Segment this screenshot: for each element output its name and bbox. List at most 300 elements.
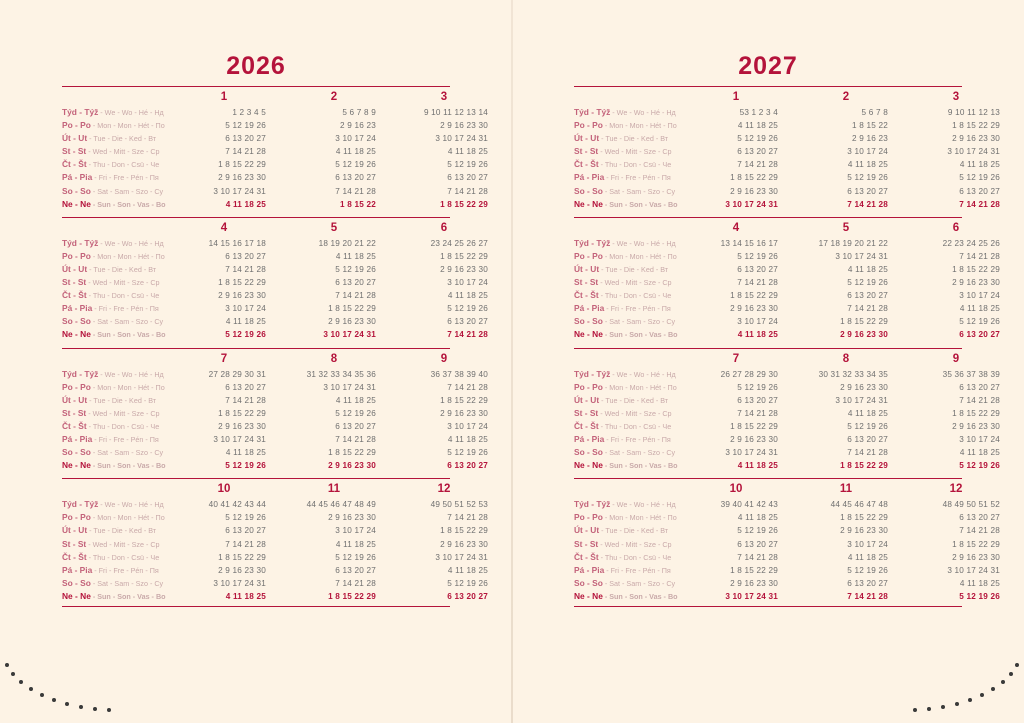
date-cell-group: 14 15 16 17 18	[208, 238, 266, 248]
date-cell-group: 4 11 18 25	[447, 291, 488, 301]
weekday-row	[574, 328, 1000, 341]
weekday-row	[62, 551, 488, 564]
date-cell-group: 7 14 21 28	[959, 199, 1000, 209]
weekday-label: So - So - Sat - Sam - Szo - Су	[574, 185, 676, 196]
date-cell-group: 44 45 46 47 48	[830, 500, 888, 510]
date-cell-group: 5 12 19 26	[335, 408, 376, 418]
weekday-row	[574, 511, 1000, 524]
weekday-row	[574, 590, 1000, 603]
weekday-label: Týd - Týž - We - Wo - Hé - Нд	[62, 368, 164, 379]
date-cell-group: 1 8 15 22 29	[440, 199, 488, 209]
date-cell-group: 7 14 21 28	[335, 291, 376, 301]
weekday-label: Čt - Št - Thu - Don - Csü - Че	[574, 420, 672, 431]
month-number: 7	[732, 352, 740, 365]
month-number: 6	[952, 221, 960, 234]
date-cell-group: 1 8 15 22	[852, 121, 888, 131]
weekday-row	[62, 263, 488, 276]
weekday-label: Út - Ut - Tue - Die - Ked - Вт	[574, 394, 669, 405]
month-number: 3	[440, 91, 448, 103]
date-cell-group: 5 12 19 26	[225, 330, 266, 340]
date-cell-group: 4 11 18 25	[959, 448, 1000, 458]
date-cell-group: 2 9 16 23 30	[218, 565, 266, 575]
date-cell-group: 44 45 46 47 48 49	[306, 500, 376, 510]
weekday-label: Ne - Ne - Sun - Son - Vas - Во	[62, 198, 166, 209]
date-cell-group: 3 10 17 24 31	[725, 591, 778, 601]
date-cell-group: 4 11 18 25	[959, 304, 1000, 314]
weekday-label: St - St - Wed - Mitt - Sze - Ср	[62, 538, 160, 549]
weekday-row	[574, 381, 1000, 394]
date-cell-group: 2 9 16 23 30	[218, 421, 266, 431]
weekday-label: Po - Po - Mon - Mon - Hét - По	[574, 381, 677, 392]
weekday-label: So - So - Sat - Sam - Szo - Су	[62, 316, 164, 327]
date-cell-group: 3 10 17 24	[737, 317, 778, 327]
weekday-row	[62, 524, 488, 537]
month-number-row	[574, 351, 962, 368]
date-cell-group: 13 14 15 16 17	[720, 238, 778, 248]
date-cell-group: 7 14 21 28	[447, 382, 488, 392]
date-cell-group: 6 13 20 27	[447, 461, 488, 471]
date-cell-group: 36 37 38 39 40	[430, 369, 488, 379]
weekday-label: St - St - Wed - Mitt - Sze - Ср	[62, 277, 160, 288]
date-cell-group: 4 11 18 25	[447, 565, 488, 575]
date-cell-group: 22 23 24 25 26	[942, 238, 1000, 248]
weekday-row	[62, 564, 488, 577]
weekday-row	[62, 538, 488, 551]
weekday-label: Po - Po - Mon - Mon - Hét - По	[574, 250, 677, 261]
date-cell-group: 2 9 16 23 30	[952, 552, 1000, 562]
date-cell-group: 1 8 15 22 29	[218, 552, 266, 562]
date-cell-group: 4 11 18 25	[737, 121, 778, 131]
weekday-row	[574, 459, 1000, 472]
date-cell-group: 4 11 18 25	[847, 408, 888, 418]
weekday-row	[574, 538, 1000, 551]
weekday-label: Po - Po - Mon - Mon - Hét - По	[62, 120, 165, 131]
date-cell-group: 7 14 21 28	[959, 526, 1000, 536]
date-cell-group: 2 9 16 23 30	[440, 539, 488, 549]
quarter-block	[574, 478, 1000, 607]
date-cell-group: 3 10 17 24 31	[725, 448, 778, 458]
weekday-label: Ne - Ne - Sun - Son - Vas - Во	[62, 460, 166, 471]
date-cell-group: 6 13 20 27	[447, 591, 488, 601]
date-cell-group: 5 12 19 26	[959, 591, 1000, 601]
date-cell-group: 1 8 15 22	[340, 199, 376, 209]
weekday-row	[62, 511, 488, 524]
date-cell-group: 1 8 15 22 29	[328, 304, 376, 314]
month-number: 1	[732, 91, 740, 103]
weekday-label: Týd - Týž - We - Wo - Hé - Нд	[62, 237, 164, 248]
date-cell-group: 7 14 21 28	[225, 264, 266, 274]
month-number-row	[62, 351, 450, 368]
date-cell-group: 5 12 19 26	[847, 565, 888, 575]
weekday-row	[62, 381, 488, 394]
date-cell-group: 3 10 17 24 31	[835, 395, 888, 405]
weekday-row	[574, 158, 1000, 171]
date-cell-group: 4 11 18 25	[225, 591, 266, 601]
weekday-row	[62, 171, 488, 184]
date-cell-group: 5 12 19 26	[959, 173, 1000, 183]
date-cell-group: 7 14 21 28	[335, 578, 376, 588]
weekday-label: Čt - Št - Thu - Don - Csü - Че	[62, 551, 160, 562]
weekday-row	[62, 185, 488, 198]
weekday-row	[574, 433, 1000, 446]
weekday-label: So - So - Sat - Sam - Szo - Су	[574, 316, 676, 327]
weekday-row	[62, 420, 488, 433]
date-cell-group: 3 10 17 24 31	[947, 147, 1000, 157]
date-cell-group: 6 13 20 27	[335, 278, 376, 288]
month-number: 3	[952, 91, 960, 103]
date-cell-group: 6 13 20 27	[225, 526, 266, 536]
date-cell-group: 5 12 19 26	[959, 317, 1000, 327]
date-cell-group: 7 14 21 28	[737, 160, 778, 170]
date-cell-group: 3 10 17 24	[447, 278, 488, 288]
weekday-row	[574, 498, 1000, 511]
date-cell-group: 4 11 18 25	[737, 330, 778, 340]
date-cell-group: 5 12 19 26	[447, 160, 488, 170]
date-cell-group: 3 10 17 24	[225, 304, 266, 314]
weekday-row	[574, 289, 1000, 302]
month-number: 8	[842, 352, 850, 365]
date-cell-group: 2 9 16 23 30	[952, 278, 1000, 288]
date-cell-group: 3 10 17 24 31	[435, 552, 488, 562]
date-cell-group: 2 9 16 23 30	[952, 421, 1000, 431]
month-grid-right	[574, 86, 1000, 613]
month-number: 12	[437, 483, 451, 496]
weekday-label: St - St - Wed - Mitt - Sze - Ср	[574, 277, 672, 288]
date-cell-group: 1 8 15 22 29	[440, 526, 488, 536]
weekday-row	[62, 394, 488, 407]
weekday-label: Čt - Št - Thu - Don - Csü - Че	[62, 159, 160, 170]
date-cell-group: 2 9 16 23 30	[840, 330, 888, 340]
date-cell-group: 6 13 20 27	[225, 251, 266, 261]
weekday-row	[574, 420, 1000, 433]
weekday-label: Po - Po - Mon - Mon - Hét - По	[62, 250, 165, 261]
date-cell-group: 5 12 19 26	[447, 304, 488, 314]
date-cell-group: 3 10 17 24	[959, 291, 1000, 301]
date-cell-group: 5 12 19 26	[737, 526, 778, 536]
date-cell-group: 1 8 15 22 29	[840, 461, 888, 471]
quarter-block	[62, 348, 488, 473]
weekday-label: Ne - Ne - Sun - Son - Vas - Во	[574, 329, 678, 340]
weekday-label: Po - Po - Mon - Mon - Hét - По	[574, 120, 677, 131]
date-cell-group: 7 14 21 28	[847, 199, 888, 209]
quarter-block	[62, 217, 488, 342]
month-number: 6	[440, 221, 448, 234]
weekday-row	[574, 171, 1000, 184]
weekday-label: Čt - Št - Thu - Don - Csü - Че	[62, 290, 160, 301]
date-cell-group: 7 14 21 28	[737, 552, 778, 562]
date-cell-group: 5 12 19 26	[225, 513, 266, 523]
weekday-label: Ne - Ne - Sun - Son - Vas - Во	[574, 198, 678, 209]
date-cell-group: 31 32 33 34 35 36	[306, 369, 376, 379]
month-number: 8	[330, 352, 338, 365]
weekday-label: Týd - Týž - We - Wo - Hé - Нд	[574, 499, 676, 510]
month-number: 9	[952, 352, 960, 365]
date-cell-group: 1 2 3 4 5	[232, 108, 266, 117]
date-cell-group: 4 11 18 25	[847, 160, 888, 170]
date-cell-group: 2 9 16 23 30	[440, 264, 488, 274]
date-cell-group: 2 9 16 23 30	[218, 291, 266, 301]
date-cell-group: 7 14 21 28	[737, 278, 778, 288]
date-cell-group: 2 9 16 23 30	[730, 186, 778, 196]
weekday-label: Čt - Št - Thu - Don - Csü - Че	[574, 159, 672, 170]
weekday-label: Ne - Ne - Sun - Son - Vas - Во	[62, 590, 166, 601]
date-cell-group: 18 19 20 21 22	[318, 238, 376, 248]
date-cell-group: 6 13 20 27	[959, 330, 1000, 340]
month-number: 11	[839, 483, 853, 496]
date-cell-group: 7 14 21 28	[847, 304, 888, 314]
date-cell-group: 23 24 25 26 27	[430, 238, 488, 248]
weekday-row	[574, 407, 1000, 420]
date-cell-group: 40 41 42 43 44	[208, 500, 266, 510]
date-cell-group: 49 50 51 52 53	[430, 500, 488, 510]
date-cell-group: 6 13 20 27	[737, 147, 778, 157]
year-title-left: 2026	[226, 52, 286, 80]
date-cell-group: 4 11 18 25	[737, 513, 778, 523]
date-cell-group: 26 27 28 29 30	[720, 369, 778, 379]
month-number: 4	[220, 221, 228, 234]
month-number: 12	[949, 483, 963, 496]
weekday-label: Út - Ut - Tue - Die - Ked - Вт	[62, 394, 157, 405]
weekday-row	[574, 263, 1000, 276]
date-cell-group: 4 11 18 25	[959, 160, 1000, 170]
weekday-label: So - So - Sat - Sam - Szo - Су	[62, 185, 164, 196]
weekday-label: Týd - Týž - We - Wo - Hé - Нд	[574, 107, 676, 117]
weekday-label: Pá - Pia - Fri - Fre - Pén - Пя	[62, 303, 159, 314]
date-cell-group: 4 11 18 25	[959, 578, 1000, 588]
weekday-label: Týd - Týž - We - Wo - Hé - Нд	[62, 499, 164, 510]
date-cell-group: 1 8 15 22 29	[730, 291, 778, 301]
date-cell-group: 4 11 18 25	[847, 552, 888, 562]
weekday-row	[62, 158, 488, 171]
date-cell-group: 5 12 19 26	[737, 134, 778, 144]
weekday-label: Út - Ut - Tue - Die - Ked - Вт	[62, 263, 157, 274]
date-cell-group: 2 9 16 23 30	[328, 513, 376, 523]
date-cell-group: 1 8 15 22 29	[218, 160, 266, 170]
quarter-block	[62, 478, 488, 607]
weekday-label: Pá - Pia - Fri - Fre - Pén - Пя	[62, 433, 159, 444]
date-cell-group: 3 10 17 24 31	[213, 434, 266, 444]
date-cell-group: 7 14 21 28	[225, 395, 266, 405]
date-cell-group: 4 11 18 25	[225, 448, 266, 458]
weekday-label: St - St - Wed - Mitt - Sze - Ср	[574, 146, 672, 157]
date-cell-group: 6 13 20 27	[959, 186, 1000, 196]
date-cell-group: 1 8 15 22 29	[730, 421, 778, 431]
weekday-label: St - St - Wed - Mitt - Sze - Ср	[62, 146, 160, 157]
date-cell-group: 4 11 18 25	[447, 434, 488, 444]
month-number: 10	[217, 483, 231, 496]
weekday-label: Týd - Týž - We - Wo - Hé - Нд	[574, 368, 676, 379]
weekday-row	[62, 119, 488, 132]
date-cell-group: 2 9 16 23 30	[328, 461, 376, 471]
date-cell-group: 2 9 16 23 30	[840, 526, 888, 536]
weekday-label: Po - Po - Mon - Mon - Hét - По	[62, 512, 165, 523]
weekday-label: Čt - Št - Thu - Don - Csü - Че	[62, 420, 160, 431]
date-cell-group: 7 14 21 28	[225, 147, 266, 157]
date-cell-group: 5 12 19 26	[335, 160, 376, 170]
date-cell-group: 35 36 37 38 39	[942, 369, 1000, 379]
date-cell-group: 2 9 16 23	[340, 121, 376, 131]
date-cell-group: 3 10 17 24 31	[213, 186, 266, 196]
date-cell-group: 7 14 21 28	[847, 591, 888, 601]
date-cell-group: 6 13 20 27	[737, 395, 778, 405]
weekday-row	[574, 551, 1000, 564]
weekday-label: St - St - Wed - Mitt - Sze - Ср	[574, 407, 672, 418]
date-cell-group: 6 13 20 27	[737, 264, 778, 274]
date-cell-group: 5 12 19 26	[847, 421, 888, 431]
weekday-row	[62, 132, 488, 145]
date-cell-group: 39 40 41 42 43	[720, 500, 778, 510]
date-cell-group: 1 8 15 22 29	[328, 591, 376, 601]
date-cell-group: 3 10 17 24 31	[213, 578, 266, 588]
month-number: 4	[732, 221, 740, 234]
date-cell-group: 3 10 17 24	[847, 147, 888, 157]
weekday-row	[574, 119, 1000, 132]
weekday-label: Ne - Ne - Sun - Son - Vas - Во	[62, 329, 166, 340]
month-number: 9	[440, 352, 448, 365]
weekday-label: Út - Ut - Tue - Die - Ked - Вт	[62, 133, 157, 144]
date-cell-group: 6 13 20 27	[335, 565, 376, 575]
weekday-label: Út - Ut - Tue - Die - Ked - Вт	[574, 263, 669, 274]
month-number-row	[62, 220, 450, 237]
date-cell-group: 7 14 21 28	[335, 434, 376, 444]
date-cell-group: 5 12 19 26	[447, 448, 488, 458]
weekday-label: Pá - Pia - Fri - Fre - Pén - Пя	[62, 564, 159, 575]
date-cell-group: 5 12 19 26	[335, 264, 376, 274]
month-number-row	[62, 481, 450, 498]
weekday-row	[62, 315, 488, 328]
date-cell-group: 3 10 17 24 31	[947, 565, 1000, 575]
date-cell-group: 3 10 17 24	[847, 539, 888, 549]
date-cell-group: 2 9 16 23 30	[440, 121, 488, 131]
date-cell-group: 5 6 7 8 9	[342, 108, 376, 117]
weekday-row	[62, 577, 488, 590]
date-cell-group: 6 13 20 27	[847, 186, 888, 196]
weekday-label: Po - Po - Mon - Mon - Hét - По	[574, 512, 677, 523]
weekday-row	[574, 237, 1000, 250]
weekday-row	[62, 328, 488, 341]
date-cell-group: 4 11 18 25	[225, 199, 266, 209]
date-cell-group: 5 12 19 26	[447, 578, 488, 588]
date-cell-group: 30 31 32 33 34 35	[818, 369, 888, 379]
date-cell-group: 3 10 17 24 31	[435, 134, 488, 144]
date-cell-group: 1 8 15 22 29	[218, 408, 266, 418]
date-cell-group: 1 8 15 22 29	[730, 565, 778, 575]
date-cell-group: 7 14 21 28	[959, 395, 1000, 405]
weekday-row	[62, 407, 488, 420]
quarter-block	[574, 348, 1000, 473]
date-cell-group: 6 13 20 27	[335, 421, 376, 431]
date-cell-group: 7 14 21 28	[959, 251, 1000, 261]
weekday-row	[62, 250, 488, 263]
date-cell-group: 4 11 18 25	[335, 539, 376, 549]
weekday-label: Po - Po - Mon - Mon - Hét - По	[62, 381, 165, 392]
date-cell-group: 4 11 18 25	[335, 251, 376, 261]
weekday-label: So - So - Sat - Sam - Szo - Су	[574, 447, 676, 458]
date-cell-group: 3 10 17 24	[335, 134, 376, 144]
weekday-row	[574, 446, 1000, 459]
month-number: 5	[330, 221, 338, 234]
weekday-row	[62, 106, 488, 119]
weekday-row	[574, 198, 1000, 211]
date-cell-group: 6 13 20 27	[959, 513, 1000, 523]
date-cell-group: 5 12 19 26	[847, 278, 888, 288]
weekday-row	[574, 106, 1000, 119]
month-number-row	[574, 220, 962, 237]
date-cell-group: 2 9 16 23 30	[730, 434, 778, 444]
date-cell-group: 6 13 20 27	[847, 291, 888, 301]
date-cell-group: 9 10 11 12 13 14	[423, 108, 488, 117]
date-cell-group: 5 12 19 26	[335, 552, 376, 562]
quarter-block	[574, 217, 1000, 342]
weekday-label: Pá - Pia - Fri - Fre - Pén - Пя	[62, 172, 159, 183]
date-cell-group: 2 9 16 23 30	[952, 134, 1000, 144]
date-cell-group: 3 10 17 24 31	[323, 382, 376, 392]
weekday-label: So - So - Sat - Sam - Szo - Су	[62, 447, 164, 458]
weekday-label: St - St - Wed - Mitt - Sze - Ср	[574, 538, 672, 549]
date-cell-group: 3 10 17 24	[447, 421, 488, 431]
date-cell-group: 3 10 17 24 31	[725, 199, 778, 209]
weekday-label: Pá - Pia - Fri - Fre - Pén - Пя	[574, 564, 671, 575]
date-cell-group: 1 8 15 22 29	[952, 539, 1000, 549]
date-cell-group: 4 11 18 25	[447, 147, 488, 157]
page-corner-dots-left-icon	[4, 659, 124, 715]
month-number: 2	[842, 91, 850, 103]
date-cell-group: 2 9 16 23 30	[730, 578, 778, 588]
weekday-row	[574, 145, 1000, 158]
weekday-label: Čt - Št - Thu - Don - Csü - Че	[574, 290, 672, 301]
weekday-label: So - So - Sat - Sam - Szo - Су	[62, 577, 164, 588]
date-cell-group: 1 8 15 22 29	[328, 448, 376, 458]
date-cell-group: 6 13 20 27	[225, 382, 266, 392]
weekday-row	[574, 368, 1000, 381]
date-cell-group: 7 14 21 28	[847, 448, 888, 458]
date-cell-group: 2 9 16 23 30	[840, 382, 888, 392]
date-cell-group: 5 12 19 26	[737, 251, 778, 261]
weekday-row	[574, 302, 1000, 315]
date-cell-group: 4 11 18 25	[737, 461, 778, 471]
date-cell-group: 53 1 2 3 4	[739, 108, 778, 117]
weekday-label: Ne - Ne - Sun - Son - Vas - Во	[574, 590, 678, 601]
date-cell-group: 9 10 11 12 13	[947, 108, 1000, 117]
date-cell-group: 5 12 19 26	[737, 382, 778, 392]
weekday-row	[62, 302, 488, 315]
date-cell-group: 7 14 21 28	[447, 186, 488, 196]
weekday-row	[574, 577, 1000, 590]
weekday-row	[574, 276, 1000, 289]
date-cell-group: 1 8 15 22 29	[730, 173, 778, 183]
month-number-row	[574, 89, 962, 106]
weekday-label: Pá - Pia - Fri - Fre - Pén - Пя	[574, 433, 671, 444]
weekday-label: Týd - Týž - We - Wo - Hé - Нд	[574, 237, 676, 248]
month-number-row	[62, 89, 450, 106]
date-cell-group: 6 13 20 27	[847, 434, 888, 444]
month-number: 5	[842, 221, 850, 234]
weekday-row	[62, 145, 488, 158]
weekday-row	[62, 276, 488, 289]
weekday-row	[574, 524, 1000, 537]
year-title-right: 2027	[738, 52, 798, 80]
date-cell-group: 6 13 20 27	[225, 134, 266, 144]
year-panel-right	[512, 0, 1024, 723]
weekday-label: St - St - Wed - Mitt - Sze - Ср	[62, 407, 160, 418]
date-cell-group: 4 11 18 25	[335, 147, 376, 157]
weekday-row	[62, 198, 488, 211]
date-cell-group: 2 9 16 23 30	[328, 317, 376, 327]
weekday-row	[574, 564, 1000, 577]
date-cell-group: 4 11 18 25	[335, 395, 376, 405]
weekday-label: So - So - Sat - Sam - Szo - Су	[574, 577, 676, 588]
weekday-label: Pá - Pia - Fri - Fre - Pén - Пя	[574, 172, 671, 183]
